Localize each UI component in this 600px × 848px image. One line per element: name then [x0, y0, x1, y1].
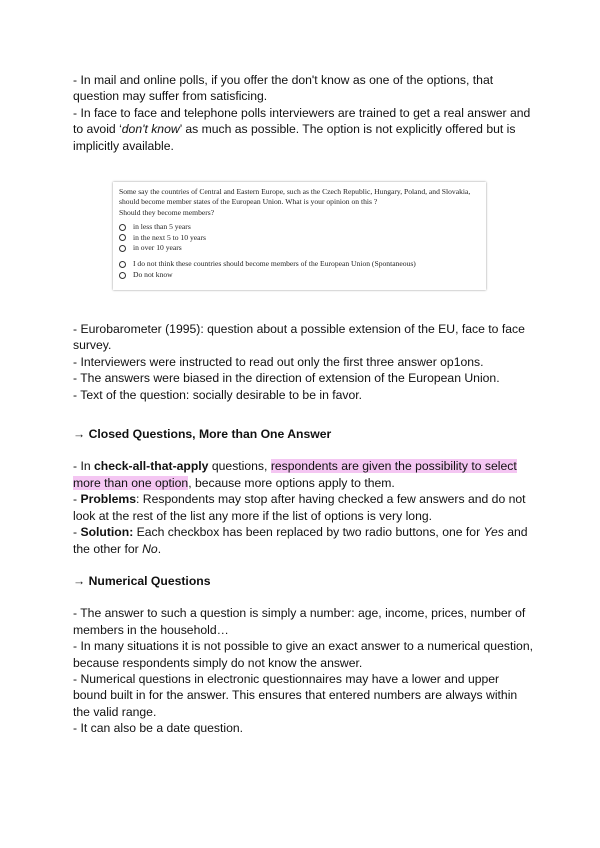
figure-question-2: Should they become members?	[119, 207, 215, 217]
euro-line-1: - Eurobarometer (1995): question about a possible extension of the EU, face to face survey.	[73, 322, 525, 353]
closed-paragraph-1: - In check-all-that-apply questions, respondents are given the possibility to select more than one option, because more options apply to them.	[73, 459, 517, 490]
closed-questions-heading: → Closed Questions, More than One Answer	[73, 427, 332, 442]
closed-paragraph-2: - Problems: Respondents may stop after having checked a few answers and do not look at the rest of the list any more if the list of options is very long.	[73, 492, 526, 523]
radio-icon	[119, 261, 126, 268]
figure-question: Some say the countries of Central and Eastern Europe, such as the Czech Republic, Hungary, Poland, and Slovakia, should become member states of the European Union. What is your opinion on this ?	[119, 187, 471, 207]
euro-line-4: - Text of the question: socially desirable to be in favor.	[73, 387, 363, 402]
option-row: in over 10 years	[119, 243, 480, 253]
intro-line-1: - In mail and online polls, if you offer the don't know as one of the options, that question may suffer from satisficing.	[73, 73, 494, 104]
numerical-line-4: - It can also be a date question.	[73, 721, 244, 736]
option-row: I do not think these countries should become members of the European Union (Spontaneous)	[119, 259, 480, 269]
option-row: in less than 5 years	[119, 222, 480, 232]
closed-paragraph-3: - Solution: Each checkbox has been replaced by two radio buttons, one for Yes and the other for No.	[73, 525, 528, 556]
survey-question-figure	[113, 182, 486, 290]
highlighted-text: respondents are given the possibility to select more than one option	[73, 459, 517, 490]
document-page	[73, 72, 533, 737]
radio-icon	[119, 224, 126, 231]
euro-line-3: - The answers were biased in the direction of extension of the European Union.	[73, 371, 500, 386]
intro-line-2: - In face to face and telephone polls interviewers are trained to get a real answer and to avoid ‘don't know’ as much as possible. The option is not explicitly offered but is implicitly available.	[73, 105, 531, 153]
radio-icon	[119, 245, 126, 252]
option-row: Do not know	[119, 270, 480, 280]
radio-icon	[119, 272, 126, 279]
numerical-line-1: - The answer to such a question is simply a number: age, income, prices, number of members in the household…	[73, 606, 526, 637]
option-row: in the next 5 to 10 years	[119, 233, 480, 243]
numerical-line-3: - Numerical questions in electronic questionnaires may have a lower and upper bound built in for the answer. This ensures that entered numbers are always within the valid range.	[73, 671, 518, 719]
numerical-line-2: - In many situations it is not possible to give an exact answer to a numerical question, because respondents simply do not know the answer.	[73, 639, 533, 670]
euro-line-2: - Interviewers were instructed to read out only the first three answer op1ons.	[73, 354, 484, 369]
numerical-questions-heading: → Numerical Questions	[73, 573, 211, 588]
dont-know-emphasis: don't know	[121, 122, 180, 137]
radio-icon	[119, 234, 126, 241]
